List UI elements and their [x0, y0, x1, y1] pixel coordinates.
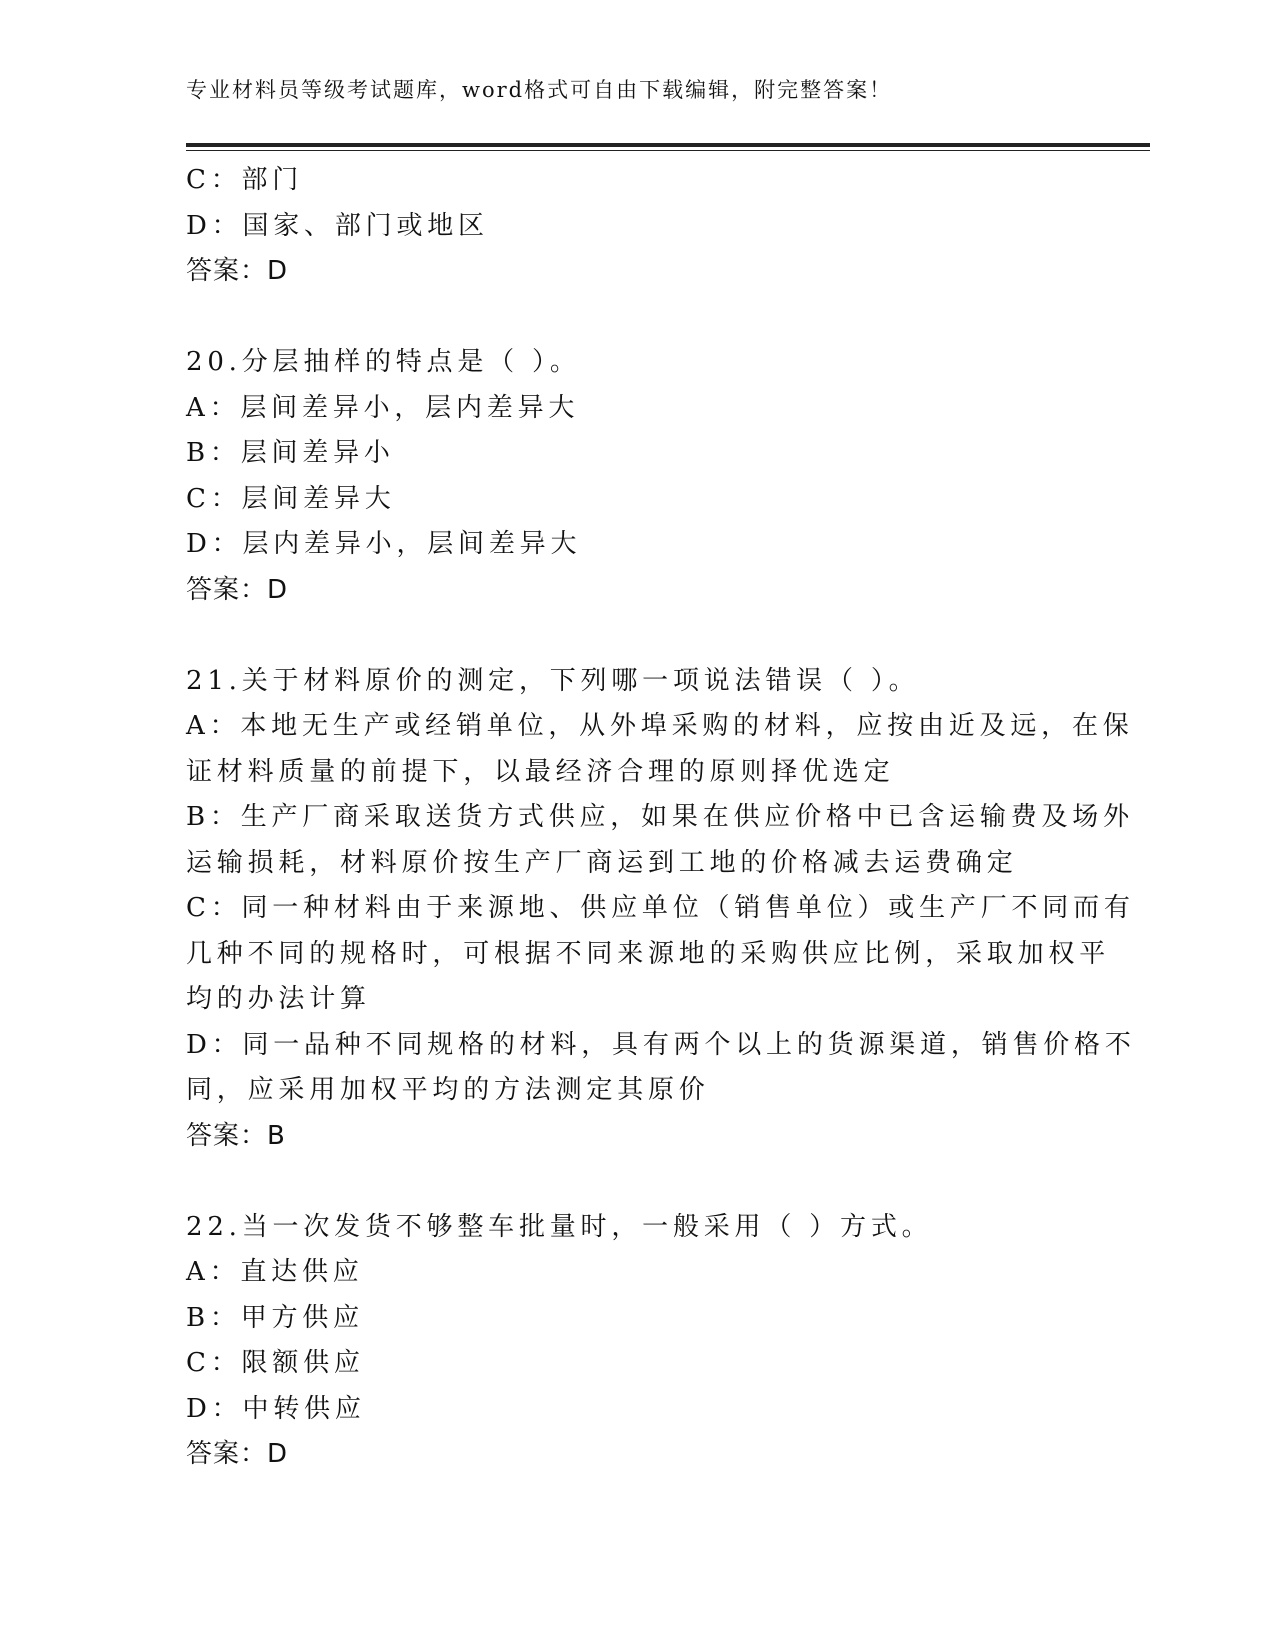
answer: 答案：D	[186, 574, 289, 605]
question-title: 21.关于材料原价的测定，下列哪一项说法错误（ ）。	[186, 665, 920, 696]
option-a-line-1: A：本地无生产或经销单位，从外埠采购的材料，应按由近及远，在保	[186, 711, 1134, 741]
answer: 答案：B	[186, 1120, 286, 1151]
spacer	[186, 295, 1086, 341]
option-c-line-2: 几种不同的规格时，可根据不同来源地的采购供应比例，采取加权平	[186, 938, 1111, 969]
header-divider	[186, 143, 1150, 147]
option-a-line-2: 证材料质量的前提下，以最经济合理的原则择优选定	[186, 756, 895, 787]
option-c-line-1: C：同一种材料由于来源地、供应单位（销售单位）或生产厂不同而有	[186, 893, 1135, 923]
option-d: D：中转供应	[186, 1393, 366, 1424]
header-divider-thin	[186, 150, 1150, 151]
spacer	[186, 1159, 1086, 1205]
option-c: C：限额供应	[186, 1348, 365, 1378]
option-b: B：甲方供应	[186, 1302, 364, 1333]
answer: 答案：D	[186, 1439, 289, 1469]
option-a: A：直达供应	[186, 1257, 364, 1287]
question-title: 22.当一次发货不够整车批量时，一般采用（ ）方式。	[186, 1211, 933, 1242]
option-d: D：国家、部门或地区	[186, 210, 489, 241]
question-title: 20.分层抽样的特点是（ ）。	[186, 347, 581, 377]
option-d-line-1: D：同一品种不同规格的材料，具有两个以上的货源渠道，销售价格不	[186, 1029, 1136, 1060]
option-b: B：层间差异小	[186, 438, 395, 468]
question-content	[186, 158, 1136, 1478]
option-c: C：部门	[186, 165, 304, 195]
option-c-line-3: 均的办法计算	[186, 984, 371, 1014]
spacer	[186, 613, 1086, 659]
option-d: D：层内差异小，层间差异大	[186, 529, 582, 559]
option-c: C：层间差异大	[186, 483, 396, 514]
page-header: 专业材料员等级考试题库，word格式可自由下载编辑，附完整答案！	[186, 78, 893, 102]
option-b-line-1: B：生产厂商采取送货方式供应，如果在供应价格中已含运输费及场外	[186, 802, 1134, 832]
option-a: A：层间差异小，层内差异大	[186, 392, 580, 423]
option-d-line-2: 同，应采用加权平均的方法测定其原价	[186, 1075, 710, 1105]
option-b-line-2: 运输损耗，材料原价按生产厂商运到工地的价格减去运费确定	[186, 847, 1018, 878]
answer: 答案：D	[186, 256, 289, 286]
